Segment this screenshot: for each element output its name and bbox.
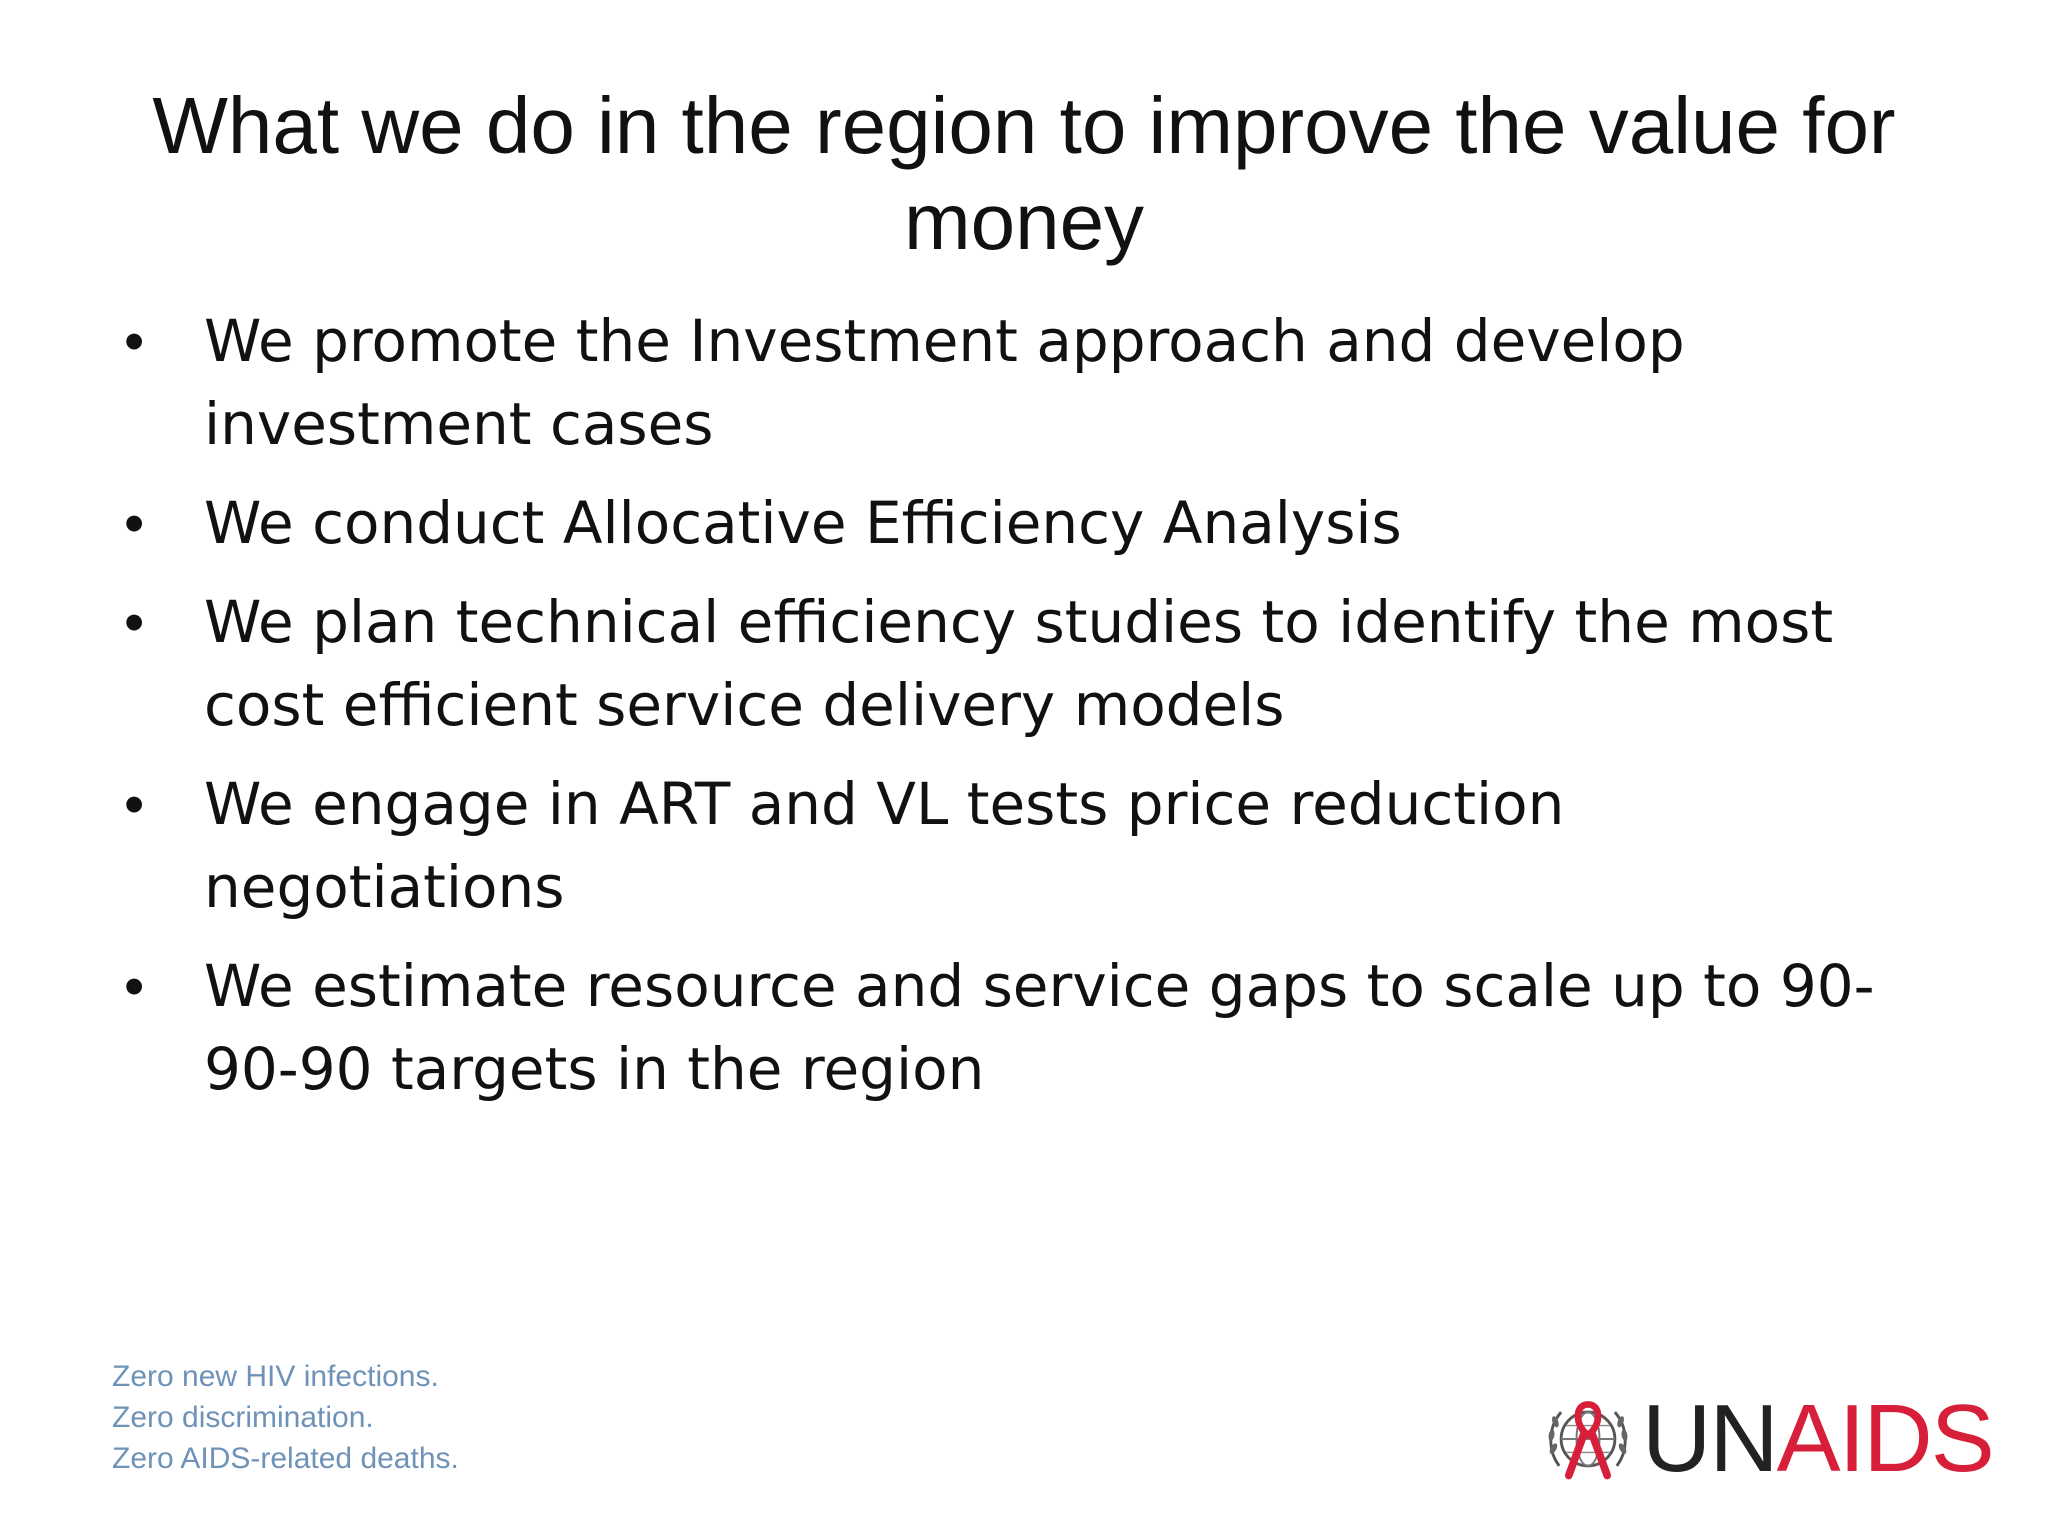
bullet-item [120,945,1920,1111]
unaids-logo [1540,1384,1993,1494]
bullet-marker: • [124,590,145,655]
tagline-line: Zero new HIV infections. [112,1360,439,1393]
tagline-line: Zero discrimination. [112,1401,374,1434]
bullet-marker: • [124,772,145,837]
bullet-text: We engage in ART and VL tests price reduction negotiations [204,770,1565,921]
bullet-item [120,581,1920,747]
bullet-text: We estimate resource and service gaps to scale up to 90-90-90 targets in the region [204,952,1875,1103]
bullet-text: We promote the Investment approach and develop investment cases [204,307,1685,458]
un-emblem-ribbon-icon [1540,1391,1636,1487]
logo-aids: AIDS [1776,1385,1993,1492]
bullet-text: We conduct Allocative Efficiency Analysis [204,489,1402,557]
bullet-item [120,300,1920,466]
slide-title: What we do in the region to improve the value for money [152,81,1896,266]
bullet-item [120,763,1920,929]
bullet-marker: • [124,309,145,374]
bullet-marker: • [124,491,145,556]
bullet-list [120,300,1920,1127]
footer-tagline [112,1356,459,1479]
bullet-marker: • [124,954,145,1019]
logo-wordmark [1642,1385,1993,1492]
bullet-text: We plan technical efficiency studies to identify the most cost efficient service delivery models [204,588,1834,739]
logo-un: UN [1642,1385,1777,1492]
bullet-item [120,482,1920,565]
tagline-line: Zero AIDS-related deaths. [112,1442,459,1475]
